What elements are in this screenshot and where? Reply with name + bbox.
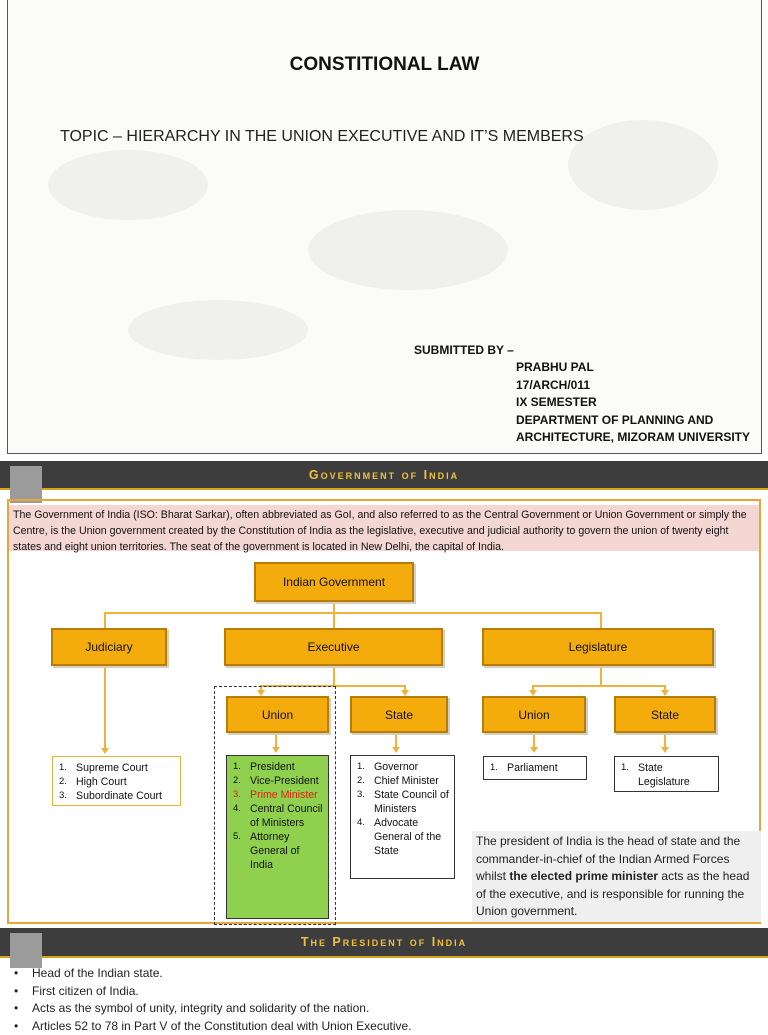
legislature-node: Legislature	[482, 628, 714, 666]
connector	[395, 733, 397, 747]
item-text: Chief Minister	[374, 774, 439, 788]
watermark-shape	[128, 300, 308, 360]
president-slide	[0, 928, 768, 1024]
list-item	[490, 761, 582, 775]
list-item	[59, 789, 176, 803]
connector	[532, 685, 666, 687]
bullet-item: • Head of the Indian state.	[14, 965, 412, 983]
item-number: 4.	[233, 802, 250, 830]
connector	[333, 612, 335, 628]
item-number: 1.	[233, 760, 250, 774]
item-number: 1.	[490, 761, 507, 775]
submitter-line: ARCHITECTURE, MIZORAM UNIVERSITY	[516, 429, 750, 447]
item-text: Advocate General of the State	[374, 816, 450, 858]
legislature-state-list	[614, 756, 719, 792]
executive-state-node: State	[350, 696, 448, 733]
document-title: CONSTITIONAL LAW	[8, 54, 761, 76]
note-text: acts as the head of the executive, and is responsible for running the Union government.	[476, 869, 749, 918]
executive-union-list	[226, 755, 329, 919]
item-number: 4.	[357, 816, 374, 858]
legislature-union-list	[483, 756, 587, 780]
list-item	[357, 788, 450, 816]
connector	[533, 733, 535, 747]
submitter-line: PRABHU PAL	[516, 359, 750, 377]
list-item	[621, 761, 714, 789]
item-text: Governor	[374, 760, 418, 774]
item-text: Attorney General of India	[250, 830, 324, 872]
item-text: Prime Minister	[250, 788, 318, 802]
arrow-down-icon	[661, 747, 669, 753]
connector	[104, 612, 602, 614]
list-item	[233, 760, 324, 774]
item-number: 3.	[357, 788, 374, 816]
submitted-by-label: SUBMITTED BY –	[414, 343, 514, 357]
arrow-down-icon	[530, 747, 538, 753]
bullet-list	[14, 965, 412, 1035]
executive-union-node: Union	[226, 696, 329, 733]
item-text: Parliament	[507, 761, 558, 775]
list-item	[59, 775, 176, 789]
president-note	[472, 831, 761, 922]
judiciary-list	[52, 756, 181, 806]
legislature-union-node: Union	[482, 696, 586, 733]
decorative-block	[10, 933, 42, 968]
banner-title: Government of India	[0, 468, 768, 482]
executive-node: Executive	[224, 628, 443, 666]
list-item	[233, 830, 324, 872]
item-number: 3.	[233, 788, 250, 802]
item-number: 2.	[59, 775, 76, 789]
item-text: Vice-President	[250, 774, 319, 788]
government-slide	[0, 461, 768, 928]
connector	[333, 666, 335, 685]
topic-line: TOPIC – HIERARCHY IN THE UNION EXECUTIVE AND IT’S MEMBERS	[60, 128, 584, 146]
item-text: High Court	[76, 775, 127, 789]
bullet-item: • Articles 52 to 78 in Part V of the Constitution deal with Union Executive.	[14, 1018, 412, 1035]
connector	[104, 666, 106, 748]
list-item	[233, 802, 324, 830]
item-number: 1.	[59, 761, 76, 775]
note-text: The president of India is the head of state and the commander-in-chief of the Indian Armed Forces whilst	[476, 834, 740, 883]
list-item	[357, 760, 450, 774]
item-text: State Legislature	[638, 761, 714, 789]
bullet-item: • Acts as the symbol of unity, integrity and solidarity of the nation.	[14, 1000, 412, 1018]
list-item	[233, 774, 324, 788]
watermark-shape	[568, 120, 718, 210]
submitter-line: IX SEMESTER	[516, 394, 750, 412]
section-banner	[0, 461, 768, 490]
item-number: 3.	[59, 789, 76, 803]
watermark-shape	[48, 150, 208, 220]
item-number: 2.	[233, 774, 250, 788]
bullet-item: • First citizen of India.	[14, 983, 412, 1001]
judiciary-node: Judiciary	[51, 628, 167, 666]
item-number: 1.	[357, 760, 374, 774]
item-text: President	[250, 760, 295, 774]
legislature-state-node: State	[614, 696, 716, 733]
item-text: Subordinate Court	[76, 789, 162, 803]
connector	[600, 612, 602, 628]
submitter-line: 17/ARCH/011	[516, 377, 750, 395]
decorative-block	[10, 466, 42, 503]
list-item	[357, 816, 450, 858]
title-slide	[7, 0, 762, 454]
banner-title: The President of India	[0, 935, 768, 949]
list-item-highlighted	[233, 788, 324, 802]
intro-paragraph: The Government of India (ISO: Bharat Sarkar), often abbreviated as GoI, and also referred to as the Central Government or Union Government or simply the Centre, is the Union government created by the Constitution of India as the legislative, executive and judicial authority to govern the union of twenty eight states and eight union territories. The seat of the government is located in New Delhi, the capital of India.	[9, 505, 759, 551]
arrow-down-icon	[101, 748, 109, 754]
submitter-line: DEPARTMENT OF PLANNING AND	[516, 412, 750, 430]
indian-government-node: Indian Government	[254, 562, 414, 602]
arrow-down-icon	[392, 747, 400, 753]
item-number: 5.	[233, 830, 250, 872]
watermark-shape	[308, 210, 508, 290]
connector	[600, 666, 602, 685]
note-emphasis: the elected prime minister	[509, 869, 658, 883]
item-number: 2.	[357, 774, 374, 788]
section-banner	[0, 928, 768, 958]
executive-state-list	[350, 755, 455, 879]
connector	[104, 612, 106, 628]
item-text: State Council of Ministers	[374, 788, 450, 816]
item-number: 1.	[621, 761, 638, 789]
item-text: Central Council of Ministers	[250, 802, 324, 830]
connector	[664, 733, 666, 747]
list-item	[59, 761, 176, 775]
list-item	[357, 774, 450, 788]
item-text: Supreme Court	[76, 761, 148, 775]
submitter-info	[516, 359, 750, 447]
